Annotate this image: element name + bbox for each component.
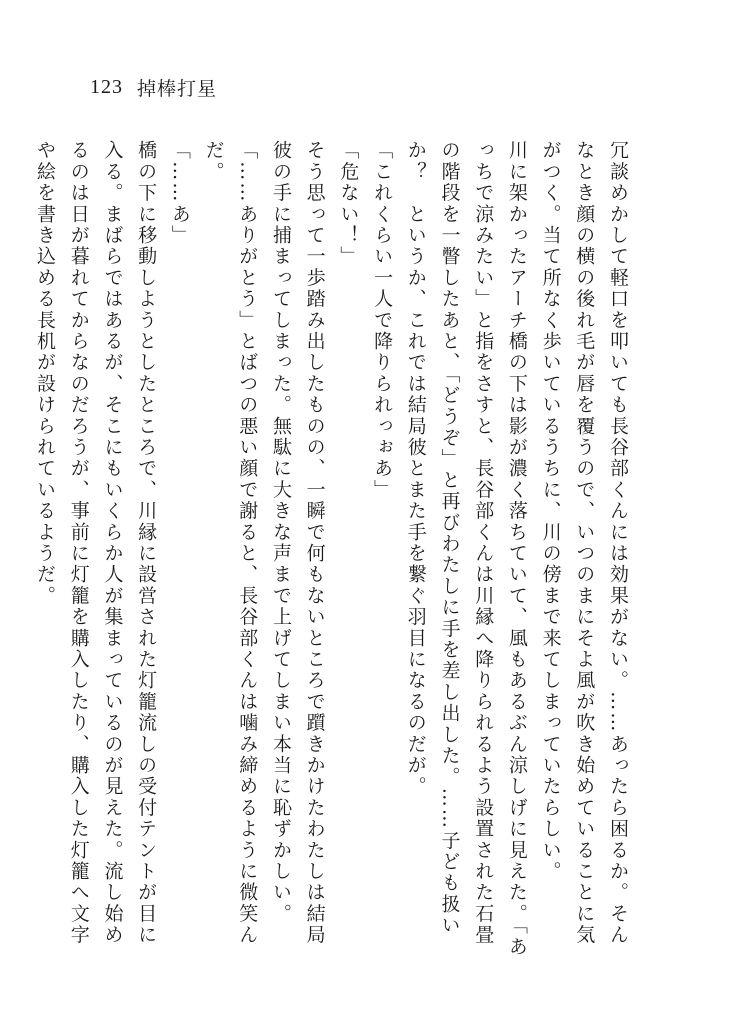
page-header (90, 72, 217, 102)
page-number: 123 (90, 75, 123, 98)
paragraph: 「……あ」 (168, 140, 191, 246)
paragraph: 「これくらい一人で降りられっぉあ」 (371, 140, 394, 501)
chapter-title: 掉棒打星 (137, 77, 218, 100)
paragraph: 川に架かったアーチ橋の下は影が濃く落ちていて、風もあるぶん涼しげに見えた。「あっちで涼みたい」と指をさすと、長谷部くんは川縁へ降りられるよう設置された石畳の階段を一瞥したあと、「どうぞ」と再びわたしに手を差し出した。……子ども扱いか？ というか、これでは結局彼とまた手を繋ぐ羽目になるのだが。 (404, 140, 528, 958)
paragraph: 橋の下に移動しようとしたところで、川縁に設営された灯籠流しの受付テントが目に入る。まばらではあるが、そこにもいくらか人が集まっているのが見えた。流し始めるのは日が暮れてからなのだろうが、事前に灯籠を購入したり、購入した灯籠へ文字や絵を書き込める長机が設けられているようだ。 (34, 140, 158, 946)
body-text (34, 140, 634, 960)
paragraph: 冗談めかして軽口を叩いても長谷部くんには効果がない。……あったら困るか。そんなとき顔の横の後れ毛が唇を覆うので、いつのまにそよ風が吹き始めていることに気がつく。当て所なく歩いているうちに、川の傍まで来てしまっていたらしい。 (539, 140, 629, 946)
paragraph: 「危ない！」 (337, 140, 360, 268)
paragraph: そう思って一歩踏み出したものの、一瞬で何もないところで躓きかけたわたしは結局彼の手に捕まってしまった。無駄に大きな声まで上げてしまい本当に恥ずかしい。「……ありがとう」とばつの悪い顔で謝ると、長谷部くんは噛み締めるように微笑んだ。 (202, 140, 326, 946)
